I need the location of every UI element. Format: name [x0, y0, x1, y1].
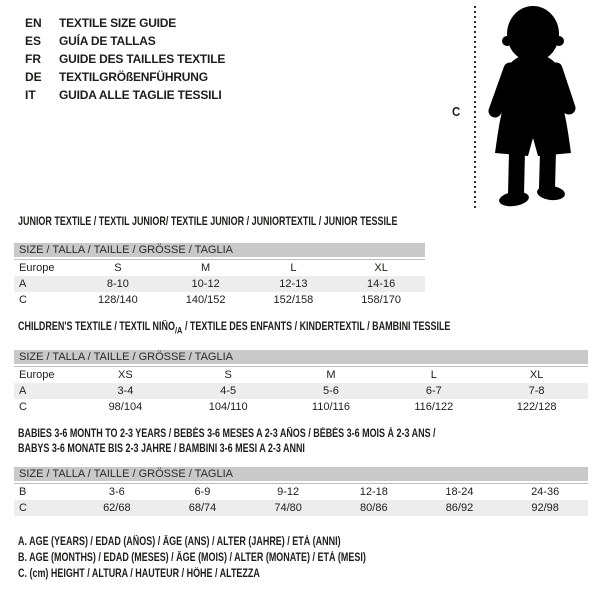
size-table-row [14, 383, 588, 399]
row-label-cell: A [19, 278, 27, 290]
value-cell: 92/98 [531, 502, 559, 514]
section-title-text: CHILDREN'S TEXTILE / TEXTIL NIÑO [18, 321, 175, 333]
value-cell: 128/140 [97, 294, 138, 306]
size-table-row [14, 484, 588, 501]
section-title [18, 427, 463, 457]
language-title: GUIDA ALLE TAGLIE TESSILI [59, 88, 222, 102]
section-title-text: JUNIOR TEXTILE / TEXTIL JUNIOR/ TEXTILE JUNIOR / JUNIORTEXTIL / JUNIOR TESSILE [18, 216, 398, 228]
language-title: GUÍA DE TALLAS [59, 34, 156, 48]
value-cell: 6-9 [160, 484, 246, 501]
language-row [25, 50, 225, 68]
value-cell: 14-16 [367, 278, 396, 290]
size-table [14, 467, 588, 516]
value-cell: S [74, 260, 162, 277]
value-cell: 110/116 [311, 401, 351, 414]
language-code: ES [25, 34, 42, 48]
language-code: DE [25, 70, 42, 84]
language-row [25, 68, 225, 86]
section-title-line [18, 320, 463, 338]
size-table-row [14, 399, 588, 415]
language-title: GUIDE DES TAILLES TEXTILE [59, 52, 226, 66]
value-cell: L [250, 260, 338, 277]
row-label-cell: C [19, 401, 27, 414]
size-table [14, 243, 425, 308]
footnotes [18, 534, 464, 582]
value-cell: 8-10 [106, 278, 129, 290]
size-table-row [14, 367, 588, 384]
value-cell: 4-5 [220, 385, 237, 398]
value-cell: 158/170 [361, 294, 401, 306]
size-table-row [14, 260, 425, 277]
row-label-cell: A [19, 385, 27, 398]
value-cell: 3-4 [117, 385, 134, 398]
value-cell: M [162, 260, 250, 277]
language-row [25, 14, 225, 32]
row-label-cell: Europe [14, 260, 74, 277]
footnote-line: B. AGE (MONTHS) / EDAD (MESES) / ÂGE (MOIS) / ALTER (MONATE) / ETÀ (MESI) [18, 552, 366, 564]
value-cell: 80/86 [360, 502, 388, 514]
value-cell: 9-12 [245, 484, 331, 501]
value-cell: 12-18 [331, 484, 417, 501]
section-title-line [18, 427, 463, 442]
value-cell: 152/158 [273, 294, 314, 306]
section-title-line [18, 215, 398, 230]
value-cell: L [382, 367, 485, 384]
language-list [25, 14, 225, 104]
value-cell: 116/122 [414, 401, 454, 414]
language-code: IT [25, 88, 36, 102]
value-cell: 6-7 [425, 385, 442, 398]
height-measure-line [474, 6, 476, 208]
value-cell: XL [485, 367, 588, 384]
section-title-text: /A [174, 325, 183, 337]
baby-silhouette-icon [481, 3, 581, 209]
value-cell: S [177, 367, 280, 384]
value-cell: 12-13 [279, 278, 308, 290]
size-table-row [14, 500, 588, 516]
language-code: EN [25, 16, 42, 30]
row-label-cell: C [19, 502, 27, 514]
value-cell: 18-24 [417, 484, 503, 501]
section-title-line [18, 442, 463, 457]
value-cell: XS [74, 367, 177, 384]
value-cell: 10-12 [191, 278, 220, 290]
value-cell: 3-6 [74, 484, 160, 501]
value-cell: 68/74 [188, 502, 217, 514]
value-cell: 98/104 [108, 401, 143, 414]
table-header-bar: SIZE / TALLA / TAILLE / GRÖSSE / TAGLIA [14, 243, 425, 257]
value-cell: 7-8 [528, 385, 545, 398]
language-title: TEXTILGRÖßENFÜHRUNG [59, 70, 208, 84]
section-title-text: BABIES 3-6 MONTH TO 2-3 YEARS / BEBÉS 3-6 MESES A 2-3 AÑOS / BÉBÉS 3-6 MOIS À 2-3 ANS / [18, 428, 436, 440]
value-cell: M [280, 367, 383, 384]
table-header-bar: SIZE / TALLA / TAILLE / GRÖSSE / TAGLIA [14, 350, 588, 364]
language-row [25, 86, 225, 104]
value-cell: 140/152 [185, 294, 226, 306]
value-cell: 104/110 [208, 401, 248, 414]
size-table-row [14, 276, 425, 292]
row-label-cell: Europe [14, 367, 74, 384]
footnote-line: A. AGE (YEARS) / EDAD (AÑOS) / ÂGE (ANS) / ALTER (JAHRE) / ETÀ (ANNI) [18, 536, 341, 548]
value-cell: 86/92 [445, 502, 474, 514]
language-title: TEXTILE SIZE GUIDE [59, 16, 177, 30]
value-cell: 5-6 [323, 385, 339, 398]
value-cell: XL [337, 260, 425, 277]
row-label-cell: C [19, 294, 27, 306]
section-title-text: / TEXTILE DES ENFANTS / KINDERTEXTIL / BAMBINI TESSILE [182, 321, 451, 333]
section-junior-textile [14, 215, 425, 308]
value-cell: 122/128 [516, 401, 557, 414]
language-row [25, 32, 225, 50]
section-title [18, 215, 398, 230]
value-cell: 62/68 [103, 502, 131, 514]
language-code: FR [25, 52, 41, 66]
size-table [14, 350, 588, 415]
footnote-line: C. (cm) HEIGHT / ALTURA / HAUTEUR / HÖHE / ALTEZZA [18, 568, 260, 580]
value-cell: 74/80 [274, 502, 302, 514]
section-title-text: BABYS 3-6 MONATE BIS 2-3 JAHRE / BAMBINI 3-6 MESI A 2-3 ANNI [18, 443, 305, 455]
section-childrens-textile [14, 320, 588, 415]
size-table-row [14, 292, 425, 308]
row-label-cell: B [14, 484, 74, 501]
value-cell: 24-36 [502, 484, 588, 501]
height-label: C [452, 104, 461, 119]
table-header-bar: SIZE / TALLA / TAILLE / GRÖSSE / TAGLIA [14, 467, 588, 481]
section-babies-textile [14, 427, 588, 516]
section-title [18, 320, 463, 338]
